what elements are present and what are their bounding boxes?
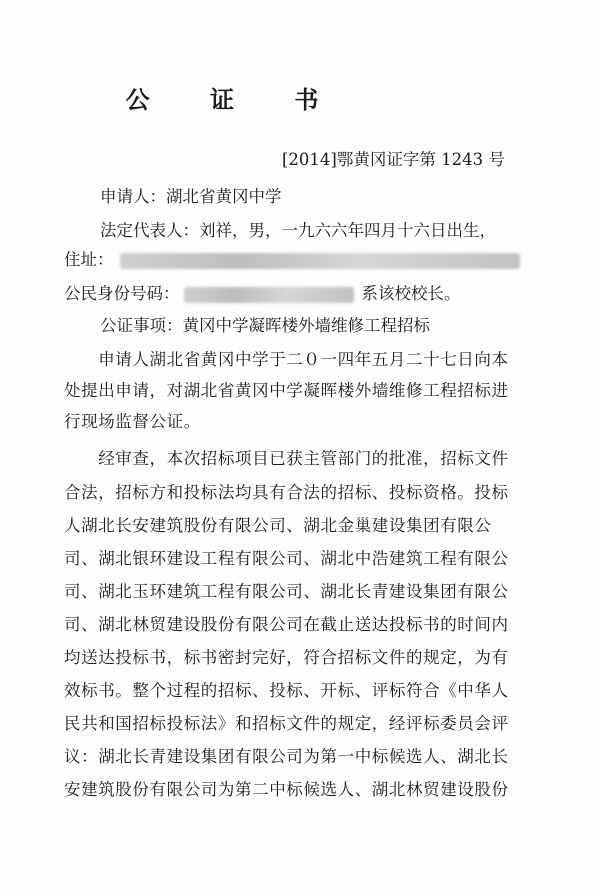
body-line: 行现场监督公证。 bbox=[64, 412, 201, 431]
redacted-id-number bbox=[184, 287, 354, 303]
body-line: 效标书。整个过程的招标、投标、开标、评标符合《中华人 bbox=[64, 681, 509, 700]
id-suffix: 系该校校长。 bbox=[361, 284, 461, 303]
redacted-address bbox=[120, 253, 520, 269]
body-line: 司、湖北玉环建筑工程有限公司、湖北长青建设集团有限公 bbox=[64, 582, 509, 601]
body-line: 合法，招标方和投标法均具有合法的招标、投标资格。投标 bbox=[64, 483, 509, 502]
body-line: 安建筑股份有限公司为第二中标候选人、湖北林贸建设股份 bbox=[64, 780, 509, 799]
document-number: [2014]鄂黄冈证字第 1243 号 bbox=[282, 150, 505, 169]
body-line: 经审查，本次招标项目已获主管部门的批准，招标文件 bbox=[64, 449, 509, 468]
body-line: 议：湖北长青建设集团有限公司为第一中标候选人、湖北长 bbox=[64, 747, 509, 766]
body-line: 司、湖北林贸建设股份有限公司在截止送达投标书的时间内 bbox=[64, 615, 509, 634]
body-line: 司、湖北银环建设工程有限公司、湖北中浩建筑工程有限公 bbox=[64, 549, 509, 568]
body-line: 申请人湖北省黄冈中学于二０一四年五月二十七日向本 bbox=[64, 350, 509, 369]
body-line: 均送达投标书，标书密封完好，符合招标文件的规定，为有 bbox=[64, 648, 509, 667]
body-line: 人湖北长安建筑股份有限公司、湖北金巢建设集团有限公 bbox=[64, 516, 492, 535]
document-title: 公 证 书 bbox=[125, 86, 345, 114]
id-number-line bbox=[64, 284, 461, 304]
body-line: 民共和国招标投标法》和招标文件的规定，经评标委员会评 bbox=[64, 714, 509, 733]
address-label: 住址： bbox=[64, 250, 114, 269]
id-number-label: 公民身份号码： bbox=[64, 284, 180, 303]
notarization-matter: 公证事项：黄冈中学凝晖楼外墙维修工程招标 bbox=[100, 316, 430, 335]
address-line bbox=[64, 250, 520, 270]
applicant-line: 申请人：湖北省黄冈中学 bbox=[100, 187, 282, 206]
legal-representative-line: 法定代表人：刘祥，男，一九六六年四月十六日出生， bbox=[100, 221, 496, 240]
body-line: 处提出申请，对湖北省黄冈中学凝晖楼外墙维修工程招标进 bbox=[64, 381, 509, 400]
